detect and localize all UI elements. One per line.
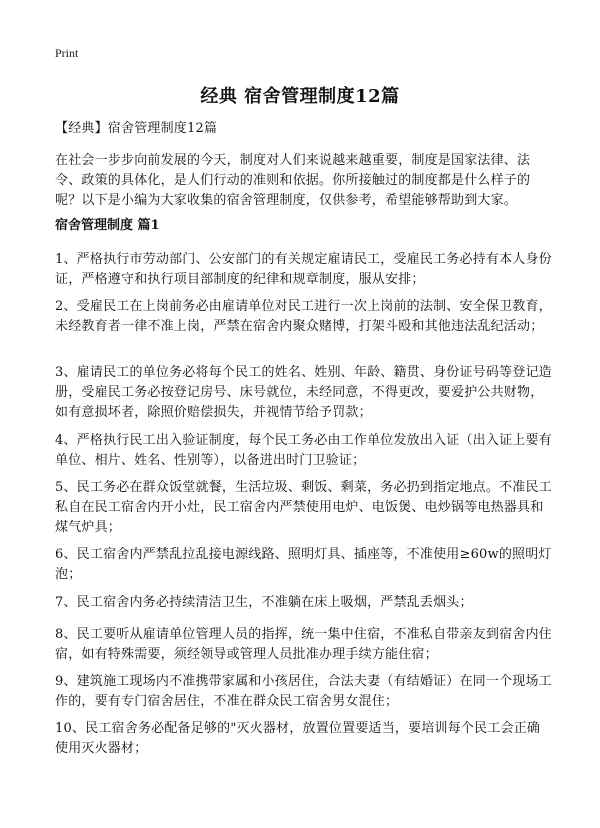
page-title: 经典 宿舍管理制度12篇 [200, 86, 400, 107]
rule-item-4: 4、严格执行民工出入验证制度，每个民工务必由工作单位发放出入证（出入证上要有单位、相片、姓名、性别等），以备进出时门卫验证； [55, 433, 552, 468]
rule-item-10: 10、民工宿舍务必配备足够的"灭火器材，放置位置要适当，要培训每个民工会正确使用灭火器材； [55, 721, 541, 756]
rule-item-3: 3、雇请民工的单位务必将每个民工的姓名、姓别、年龄、籍贯、身份证号码等登记造册，受雇民工务必按登记房号、床号就位，未经同意，不得更改，要爱护公共财物，如有意损坏者，除照价赔偿损失，并视情节给予罚款； [55, 365, 552, 420]
rule-item-9: 9、建筑施工现场内不准携带家属和小孩居住，合法夫妻（有结婚证）在同一个现场工作的，要有专门宿舍居住，不准在群众民工宿舍男女混住； [55, 674, 552, 709]
section-heading: 宿舍管理制度 篇1 [55, 218, 160, 233]
rule-item-5: 5、民工务必在群众饭堂就餐，生活垃圾、剩饭、剩菜，务必扔到指定地点。不准民工私自在民工宿舍内开小灶，民工宿舍内严禁使用电炉、电饭煲、电炒锅等电热器具和煤气炉具； [55, 480, 552, 535]
rule-item-2: 2、受雇民工在上岗前务必由雇请单位对民工进行一次上岗前的法制、安全保卫教育，未经教育者一律不准上岗，严禁在宿舍内聚众赌博，打架斗殴和其他违法乱纪活动； [55, 299, 552, 334]
rule-item-6: 6、民工宿舍内严禁乱拉乱接电源线路、照明灯具、插座等，不准使用≥60w的照明灯泡； [55, 547, 552, 582]
rule-item-1: 1、严格执行市劳动部门、公安部门的有关规定雇请民工，受雇民工务必持有本人身份证，严格遵守和执行项目部制度的纪律和规章制度，服从安排； [55, 252, 552, 287]
rule-item-7: 7、民工宿舍内务必持续清洁卫生，不准躺在床上吸烟，严禁乱丢烟头； [55, 595, 473, 610]
document-subtitle: 【经典】宿舍管理制度12篇 [55, 121, 218, 136]
intro-paragraph: 在社会一步步向前发展的今天，制度对人们来说越来越重要，制度是国家法律、法令、政策的具体化，是人们行动的准则和依据。你所接触过的制度都是什么样子的呢？以下是小编为大家收集的宿舍管理制度，仅供参考，希望能够帮助到大家。 [55, 153, 531, 208]
rule-item-8: 8、民工要听从雇请单位管理人员的指挥，统一集中住宿，不准私自带亲友到宿舍内住宿，如有特殊需要，须经领导或管理人员批准办理手续方能住宿； [55, 627, 552, 662]
print-link[interactable]: Print [55, 46, 79, 60]
